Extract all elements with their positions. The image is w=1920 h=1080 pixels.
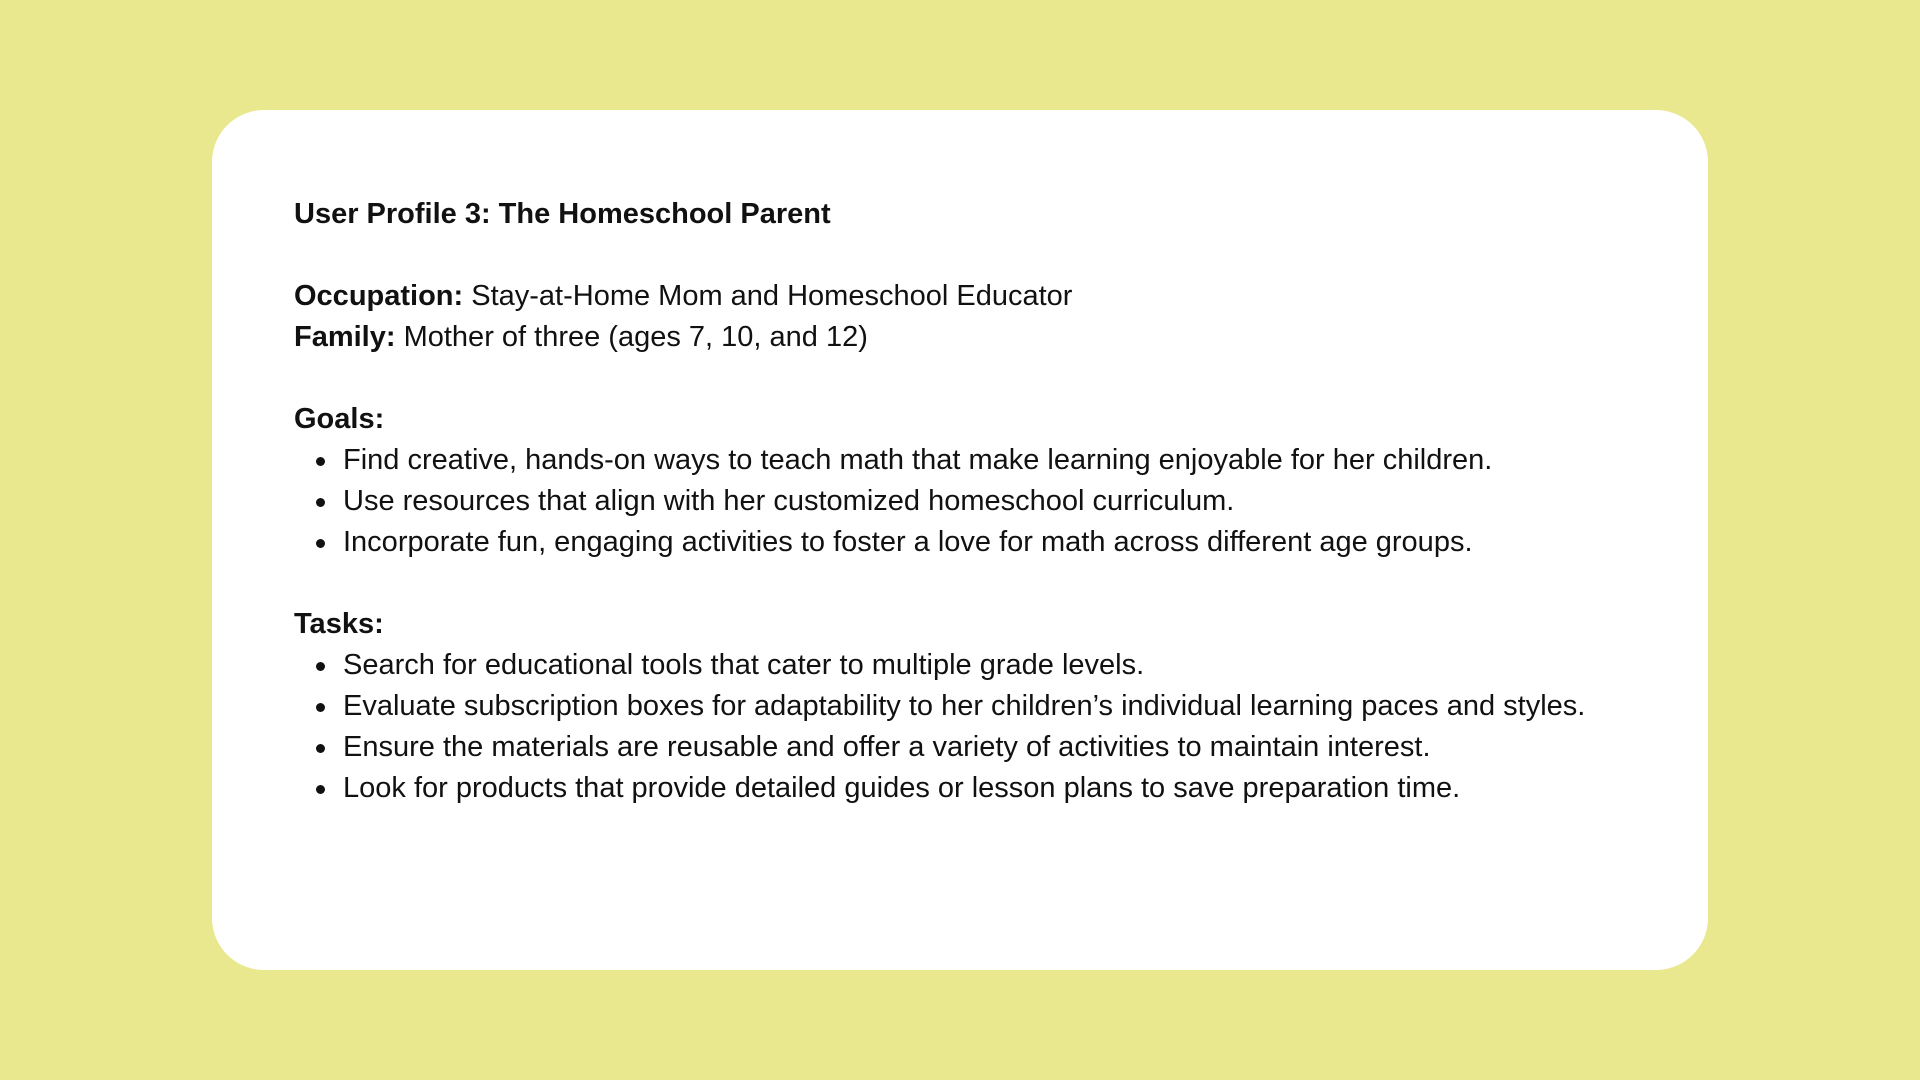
list-item bbox=[343, 645, 1626, 686]
spacer bbox=[294, 358, 1626, 399]
list-item bbox=[343, 686, 1626, 727]
goals-heading: Goals: bbox=[294, 403, 385, 435]
task-text: Evaluate subscription boxes for adaptability to her children’s individual learning paces and styles. bbox=[343, 690, 1586, 722]
goal-text: Find creative, hands-on ways to teach math that make learning enjoyable for her children. bbox=[343, 444, 1493, 476]
bullet-icon bbox=[316, 785, 325, 794]
list-item bbox=[343, 481, 1626, 522]
goal-text: Incorporate fun, engaging activities to foster a love for math across different age groups. bbox=[343, 526, 1473, 558]
tasks-heading: Tasks: bbox=[294, 608, 384, 640]
profile-card bbox=[212, 110, 1708, 970]
goal-text: Use resources that align with her customized homeschool curriculum. bbox=[343, 485, 1235, 517]
list-item bbox=[343, 768, 1626, 809]
family-value: Mother of three (ages 7, 10, and 12) bbox=[395, 321, 868, 353]
bullet-icon bbox=[316, 457, 325, 466]
spacer bbox=[294, 563, 1626, 604]
list-item bbox=[343, 522, 1626, 563]
occupation-label: Occupation: bbox=[294, 280, 464, 312]
bullet-icon bbox=[316, 703, 325, 712]
tasks-list bbox=[294, 645, 1626, 809]
family-label: Family: bbox=[294, 321, 396, 353]
task-text: Look for products that provide detailed guides or lesson plans to save preparation time. bbox=[343, 772, 1461, 804]
list-item bbox=[343, 727, 1626, 768]
family-line bbox=[294, 317, 1626, 358]
task-text: Ensure the materials are reusable and offer a variety of activities to maintain interest. bbox=[343, 731, 1431, 763]
goals-list bbox=[294, 440, 1626, 563]
task-text: Search for educational tools that cater to multiple grade levels. bbox=[343, 649, 1145, 681]
bullet-icon bbox=[316, 498, 325, 507]
profile-title: User Profile 3: The Homeschool Parent bbox=[294, 198, 831, 230]
bullet-icon bbox=[316, 744, 325, 753]
occupation-line bbox=[294, 276, 1626, 317]
bullet-icon bbox=[316, 662, 325, 671]
list-item bbox=[343, 440, 1626, 481]
bullet-icon bbox=[316, 539, 325, 548]
occupation-value: Stay-at-Home Mom and Homeschool Educator bbox=[463, 280, 1073, 312]
